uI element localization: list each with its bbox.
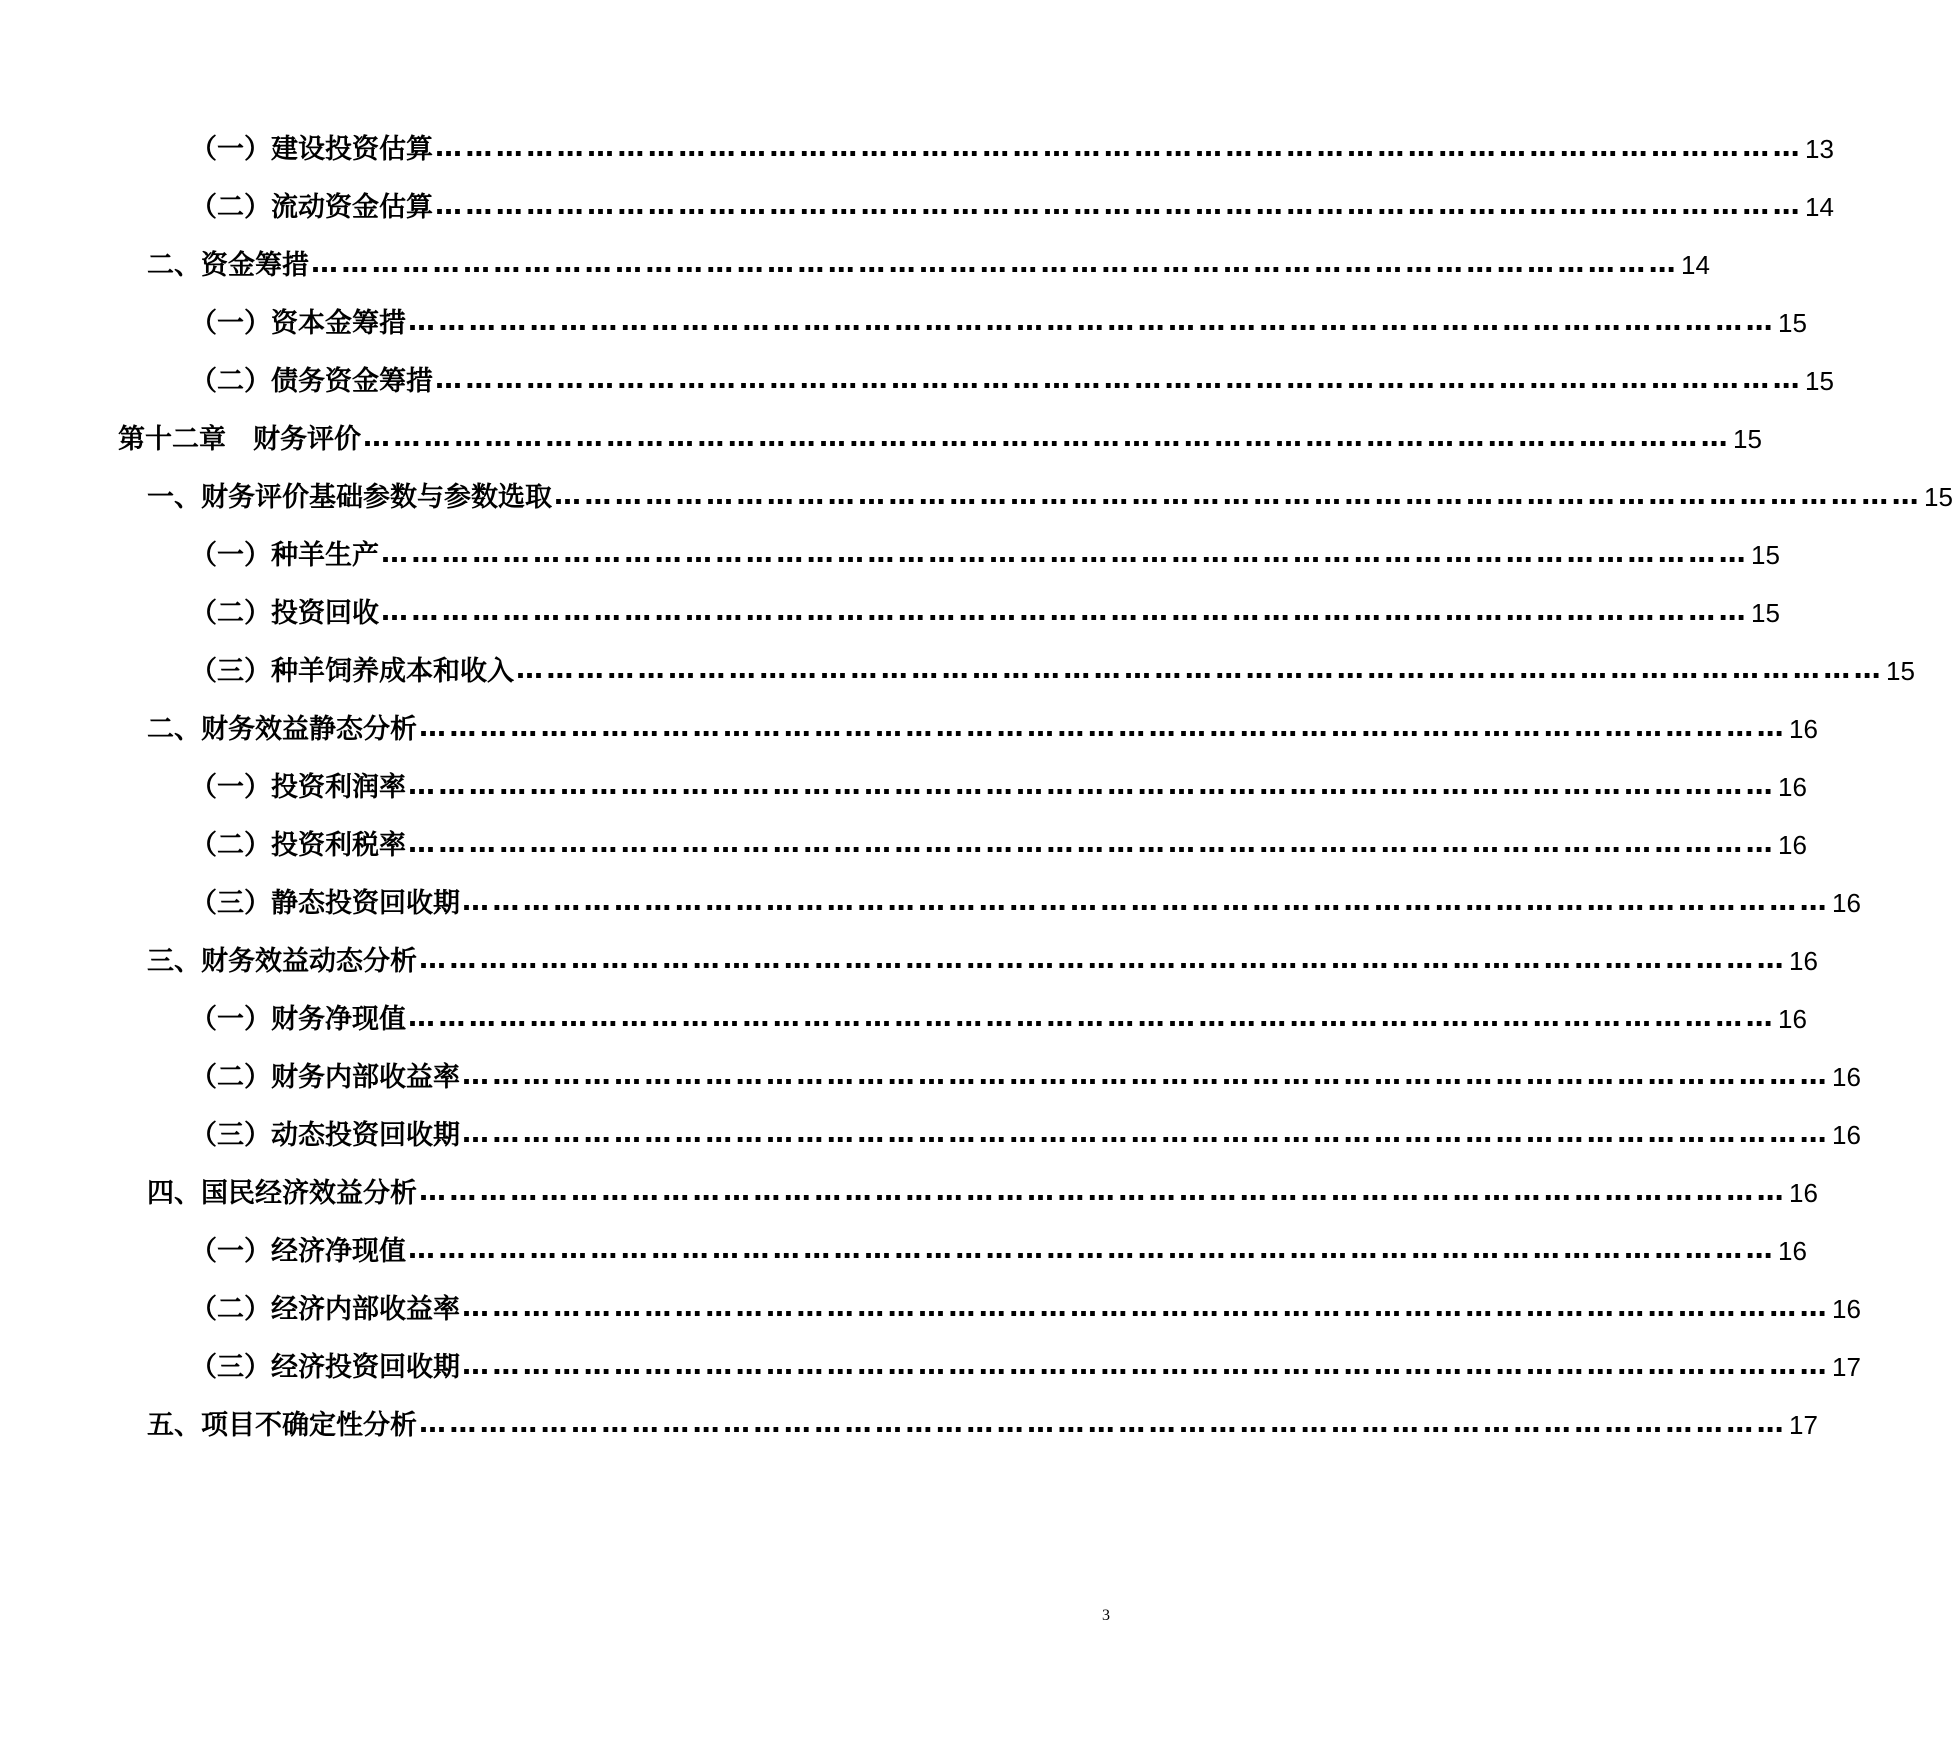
toc-entry-title: 第十二章 财务评价: [118, 424, 361, 455]
toc-page-number: 16: [1832, 1294, 1861, 1324]
toc-page-number: 13: [1805, 134, 1834, 164]
toc-entry-title: 二、财务效益静态分析: [147, 714, 417, 745]
toc-dot-leader: ………………………………………………………………………………………………………………………: [381, 596, 1749, 627]
toc-entry-title: 三、财务效益动态分析: [147, 946, 417, 977]
toc-entry[interactable]: [190, 593, 1780, 633]
toc-entry-title: （二）经济内部收益率: [190, 1294, 460, 1325]
toc-dot-leader: ………………………………………………………………………………………………………………………: [408, 1002, 1776, 1033]
toc-dot-leader: ………………………………………………………………………………………………………………………: [419, 1176, 1787, 1207]
page-number-footer: 3: [1102, 1607, 1110, 1624]
toc-entry-title: （二）投资利税率: [190, 830, 406, 861]
toc-page-number: 17: [1832, 1352, 1861, 1382]
toc-page-number: 15: [1924, 482, 1953, 512]
toc-entry-title: （一）种羊生产: [190, 540, 379, 571]
toc-dot-leader: ………………………………………………………………………………………………………………………: [408, 306, 1776, 337]
toc-page-number: 15: [1886, 656, 1915, 686]
toc-page-number: 16: [1789, 1178, 1818, 1208]
toc-entry[interactable]: [190, 999, 1807, 1039]
toc-dot-leader: ………………………………………………………………………………………………………………………: [435, 364, 1803, 395]
toc-entry[interactable]: [190, 1231, 1807, 1271]
toc-entry-title: （二）流动资金估算: [190, 192, 433, 223]
toc-entry-title: 五、项目不确定性分析: [147, 1410, 417, 1441]
toc-dot-leader: ………………………………………………………………………………………………………………………: [462, 1292, 1830, 1323]
toc-dot-leader: ………………………………………………………………………………………………………………………: [311, 248, 1679, 279]
toc-entry-title: （一）建设投资估算: [190, 134, 433, 165]
toc-page-number: 16: [1789, 946, 1818, 976]
toc-dot-leader: ………………………………………………………………………………………………………………………: [462, 1118, 1830, 1149]
toc-entry-title: （三）动态投资回收期: [190, 1120, 460, 1151]
toc-entry-title: （一）经济净现值: [190, 1236, 406, 1267]
toc-entry[interactable]: [190, 361, 1834, 401]
toc-dot-leader: ………………………………………………………………………………………………………………………: [435, 190, 1803, 221]
toc-page-number: 16: [1778, 1004, 1807, 1034]
toc-page-number: 15: [1733, 424, 1762, 454]
toc-entry[interactable]: [190, 1347, 1861, 1387]
toc-entry-title: （一）财务净现值: [190, 1004, 406, 1035]
toc-entry[interactable]: [190, 303, 1807, 343]
toc-page-number: 16: [1832, 1062, 1861, 1092]
toc-entry[interactable]: [190, 883, 1861, 923]
toc-page-number: 16: [1789, 714, 1818, 744]
toc-entry[interactable]: [190, 651, 1915, 691]
toc-dot-leader: ………………………………………………………………………………………………………………………: [419, 944, 1787, 975]
toc-page-number: 16: [1832, 888, 1861, 918]
toc-entry-title: 一、财务评价基础参数与参数选取: [147, 482, 552, 513]
toc-entry[interactable]: [190, 767, 1807, 807]
toc-page-number: 14: [1805, 192, 1834, 222]
toc-dot-leader: ………………………………………………………………………………………………………………………: [408, 770, 1776, 801]
toc-entry[interactable]: [147, 709, 1818, 749]
toc-page-number: 16: [1778, 1236, 1807, 1266]
toc-entry-title: 四、国民经济效益分析: [147, 1178, 417, 1209]
toc-page-number: 15: [1751, 540, 1780, 570]
toc-dot-leader: ………………………………………………………………………………………………………………………: [462, 1350, 1830, 1381]
toc-dot-leader: ………………………………………………………………………………………………………………………: [516, 654, 1884, 685]
toc-page-number: 16: [1778, 830, 1807, 860]
toc-entry-title: （三）经济投资回收期: [190, 1352, 460, 1383]
toc-entry-title: （二）债务资金筹措: [190, 366, 433, 397]
toc-entry[interactable]: [147, 245, 1710, 285]
toc-entry-title: （一）投资利润率: [190, 772, 406, 803]
toc-dot-leader: ………………………………………………………………………………………………………………………: [462, 1060, 1830, 1091]
toc-entry-title: （三）静态投资回收期: [190, 888, 460, 919]
toc-entry[interactable]: [190, 187, 1834, 227]
toc-dot-leader: ………………………………………………………………………………………………………………………: [363, 422, 1731, 453]
toc-entry[interactable]: [190, 129, 1834, 169]
toc-dot-leader: ………………………………………………………………………………………………………………………: [408, 1234, 1776, 1265]
toc-chapter-entry[interactable]: [118, 419, 1762, 459]
toc-entry-title: （三）种羊饲养成本和收入: [190, 656, 514, 687]
toc-entry[interactable]: [147, 477, 1953, 517]
toc-entry[interactable]: [147, 1405, 1818, 1445]
toc-dot-leader: ………………………………………………………………………………………………………………………: [462, 886, 1830, 917]
toc-dot-leader: ………………………………………………………………………………………………………………………: [435, 132, 1803, 163]
toc-page-number: 16: [1832, 1120, 1861, 1150]
toc-entry-title: （二）财务内部收益率: [190, 1062, 460, 1093]
toc-page-number: 17: [1789, 1410, 1818, 1440]
toc-entry[interactable]: [190, 535, 1780, 575]
toc-entry-title: （一）资本金筹措: [190, 308, 406, 339]
toc-entry-title: 二、资金筹措: [147, 250, 309, 281]
toc-entry[interactable]: [147, 941, 1818, 981]
toc-dot-leader: ………………………………………………………………………………………………………………………: [381, 538, 1749, 569]
toc-dot-leader: ………………………………………………………………………………………………………………………: [408, 828, 1776, 859]
toc-page-number: 15: [1805, 366, 1834, 396]
toc-entry[interactable]: [190, 1115, 1861, 1155]
toc-entry[interactable]: [190, 825, 1807, 865]
toc-page-number: 15: [1778, 308, 1807, 338]
toc-dot-leader: ………………………………………………………………………………………………………………………: [419, 1408, 1787, 1439]
toc-page-number: 14: [1681, 250, 1710, 280]
toc-entry-title: （二）投资回收: [190, 598, 379, 629]
toc-entry[interactable]: [190, 1057, 1861, 1097]
toc-entry[interactable]: [190, 1289, 1861, 1329]
toc-page-number: 16: [1778, 772, 1807, 802]
toc-dot-leader: ………………………………………………………………………………………………………………………: [554, 480, 1922, 511]
toc-entry[interactable]: [147, 1173, 1818, 1213]
toc-dot-leader: ………………………………………………………………………………………………………………………: [419, 712, 1787, 743]
toc-page-number: 15: [1751, 598, 1780, 628]
